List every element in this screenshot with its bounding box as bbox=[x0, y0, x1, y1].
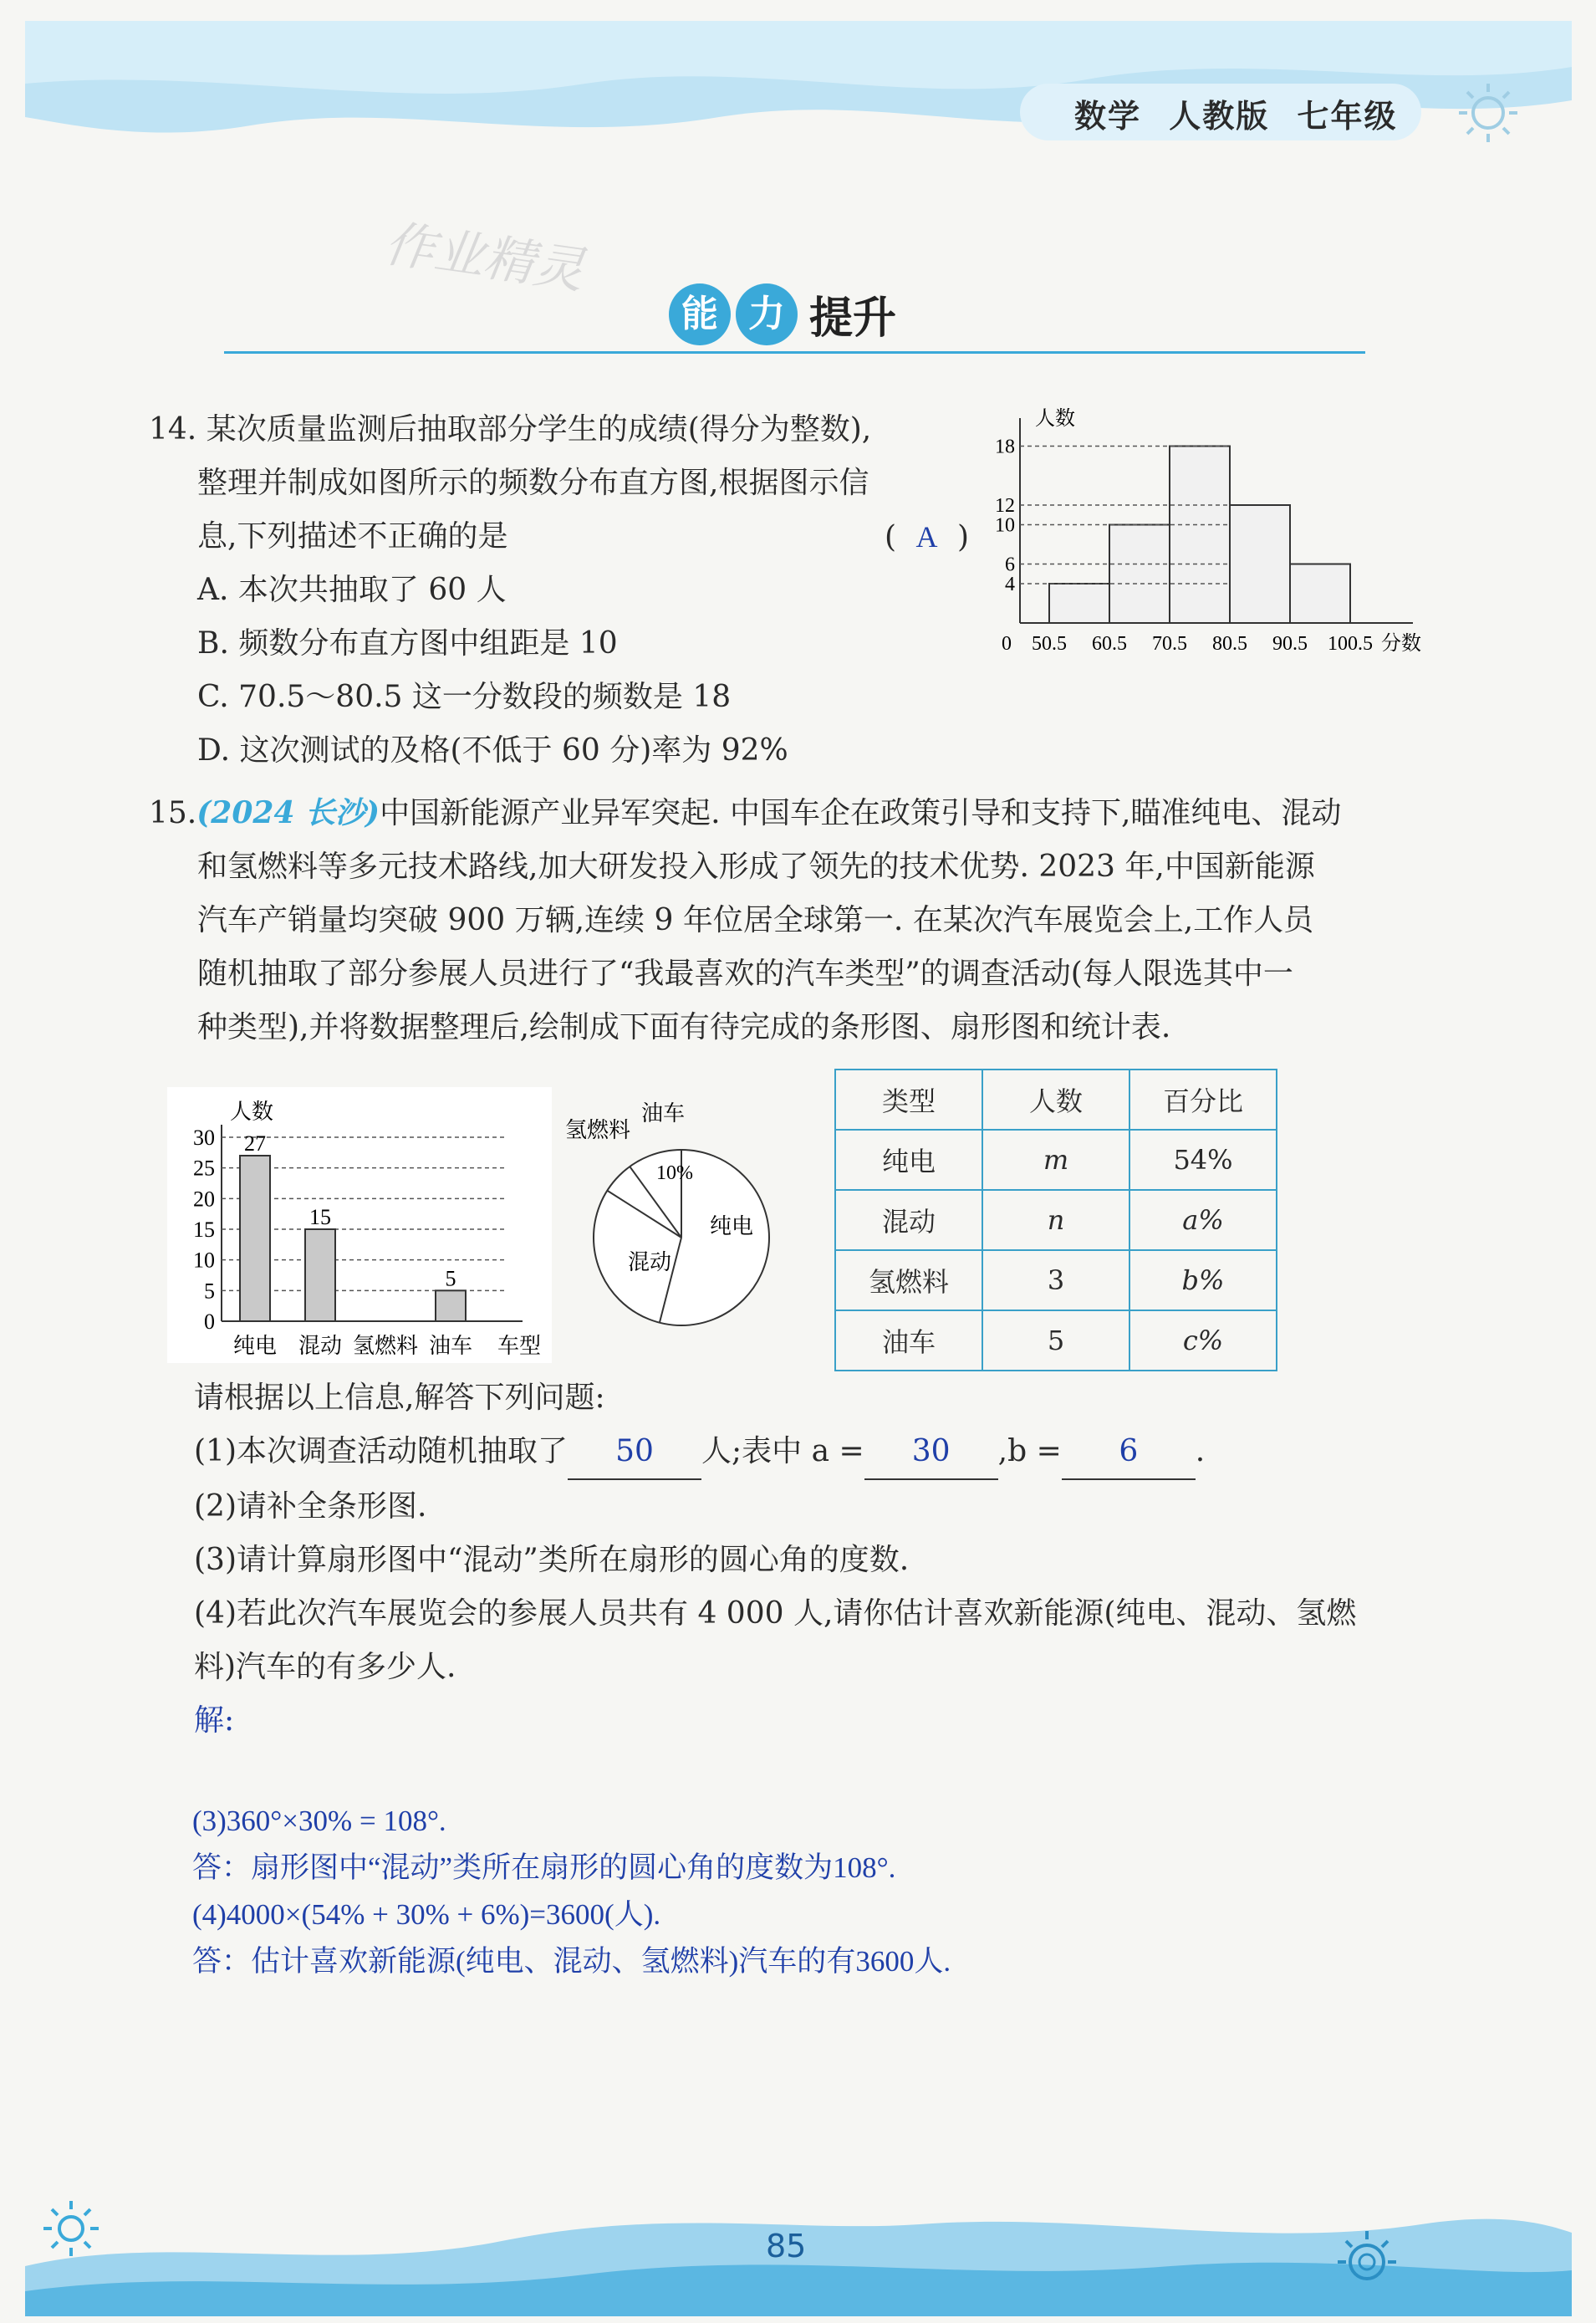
y-tick-label: 12 bbox=[995, 495, 1015, 517]
pie-annotation: 10% bbox=[656, 1162, 693, 1184]
table-cell: 3 bbox=[982, 1250, 1129, 1310]
table-row bbox=[835, 1250, 1277, 1310]
solution bbox=[192, 1798, 951, 1985]
q14-answer: A bbox=[915, 520, 938, 554]
q14-line1: 某次质量监测后抽取部分学生的成绩(得分为整数), bbox=[206, 412, 872, 447]
solution-line: 答：估计喜欢新能源(纯电、混动、氢燃料)汽车的有3600人. bbox=[192, 1945, 951, 1978]
vehicle-bar-chart bbox=[167, 1087, 552, 1363]
q14-option-c: C. 70.5～80.5 这一分数段的频数是 18 bbox=[197, 680, 732, 714]
x-axis-label: 分数 bbox=[1381, 633, 1421, 655]
q14-option-b: B. 频数分布直方图中组距是 10 bbox=[197, 626, 618, 661]
solution-line: (3)360°×30% = 108°. bbox=[192, 1805, 446, 1837]
solution-label: 解: bbox=[194, 1703, 235, 1738]
table-cell: 混动 bbox=[835, 1190, 982, 1250]
vehicle-pie-chart bbox=[543, 1095, 819, 1338]
q15-source: (2024 长沙) bbox=[196, 795, 380, 830]
pie-label: 纯电 bbox=[709, 1214, 754, 1238]
origin-label: 0 bbox=[1002, 633, 1012, 655]
q15-line-2: 和氢燃料等多元技术路线,加大研发投入形成了领先的技术优势. 2023 年,中国新能源 bbox=[197, 850, 1315, 884]
y-tick-label: 4 bbox=[1005, 574, 1015, 595]
table-row bbox=[835, 1190, 1277, 1250]
table-cell: 油车 bbox=[835, 1310, 982, 1371]
q15-line-4: 随机抽取了部分参展人员进行了“我最喜欢的汽车类型”的调查活动(每人限选其中一 bbox=[197, 957, 1293, 991]
x-tick-label: 50.5 bbox=[1032, 633, 1067, 655]
q14-line3: 息,下列描述不正确的是 bbox=[197, 519, 508, 554]
y-axis-label: 人数 bbox=[230, 1100, 274, 1124]
y-tick-label: 15 bbox=[193, 1218, 215, 1242]
table-cell: m bbox=[982, 1130, 1129, 1190]
bar bbox=[305, 1229, 335, 1321]
q14-option-d: D. 这次测试的及格(不低于 60 分)率为 92% bbox=[197, 733, 788, 768]
section-title-circle-1: 能 bbox=[669, 283, 731, 345]
y-tick-label: 20 bbox=[193, 1187, 215, 1212]
y-tick-label: 30 bbox=[193, 1126, 215, 1150]
section-title-text: 提升 bbox=[809, 293, 897, 344]
bar bbox=[240, 1156, 270, 1321]
q15-line-3: 汽车产销量均突破 900 万辆,连续 9 年位居全球第一. 在某次汽车展览会上,工作人员 bbox=[197, 903, 1314, 937]
watermark: 作业精灵 bbox=[380, 214, 589, 301]
stats-header-type: 类型 bbox=[835, 1070, 982, 1130]
table-cell: b% bbox=[1129, 1250, 1277, 1310]
q15-part3: (3)请计算扇形图中“混动”类所在扇形的圆心角的度数. bbox=[194, 1543, 910, 1577]
table-cell: 纯电 bbox=[835, 1130, 982, 1190]
q14-line2: 整理并制成如图所示的频数分布直方图,根据图示信 bbox=[197, 466, 869, 500]
histogram-bar bbox=[1109, 525, 1170, 624]
q14-option-a: A. 本次共抽取了 60 人 bbox=[197, 573, 507, 607]
section-title bbox=[669, 283, 896, 345]
section-rule bbox=[224, 351, 1365, 354]
x-tick-label: 80.5 bbox=[1212, 633, 1247, 655]
y-tick-label: 18 bbox=[995, 436, 1015, 458]
sun-icon bbox=[1446, 75, 1530, 151]
x-tick-label: 90.5 bbox=[1272, 633, 1308, 655]
header-subject: 数学 bbox=[1074, 97, 1142, 135]
stats-table-header bbox=[835, 1070, 1277, 1130]
data-label: 5 bbox=[445, 1266, 456, 1291]
q15-number: 15. bbox=[149, 796, 197, 830]
table-cell: c% bbox=[1129, 1310, 1277, 1371]
x-tick-label: 油车 bbox=[428, 1334, 473, 1358]
x-tick-label: 100.5 bbox=[1328, 633, 1373, 655]
q15-part1-text-b: 人;表中 a = bbox=[701, 1434, 864, 1468]
x-tick-label: 70.5 bbox=[1152, 633, 1187, 655]
q15-part1-text-c: ,b = bbox=[997, 1434, 1062, 1468]
histogram-bar bbox=[1049, 584, 1109, 623]
q15-part4-line2: 料)汽车的有多少人. bbox=[194, 1650, 456, 1684]
q15-line-1: 中国新能源产业异军突起. 中国车企在政策引导和支持下,瞄准纯电、混动 bbox=[380, 796, 1342, 830]
stats-header-percent: 百分比 bbox=[1129, 1070, 1277, 1130]
table-row bbox=[835, 1310, 1277, 1371]
section-title-circle-2: 力 bbox=[736, 283, 798, 345]
histogram-bar bbox=[1290, 564, 1350, 624]
pie-label: 油车 bbox=[640, 1101, 686, 1126]
sun-icon bbox=[33, 2191, 109, 2266]
y-tick-label: 6 bbox=[1005, 554, 1015, 576]
pie-label: 氢燃料 bbox=[564, 1118, 631, 1142]
y-tick-label: 5 bbox=[204, 1279, 215, 1304]
pie-label: 混动 bbox=[627, 1250, 672, 1274]
q15-questions bbox=[194, 1371, 1465, 1748]
stats-header-count: 人数 bbox=[982, 1070, 1129, 1130]
q14 bbox=[149, 403, 993, 778]
x-tick-label: 混动 bbox=[298, 1334, 343, 1358]
table-cell: n bbox=[982, 1190, 1129, 1250]
x-tick-label: 氢燃料 bbox=[352, 1334, 419, 1358]
stats-table bbox=[834, 1069, 1277, 1371]
header-grade: 七年级 bbox=[1297, 97, 1398, 135]
q14-paren-close: ) bbox=[956, 520, 969, 554]
page-number: 85 bbox=[766, 2228, 807, 2264]
q14-paren-open: ( bbox=[885, 520, 897, 554]
header-title bbox=[1074, 90, 1398, 136]
table-cell: 氢燃料 bbox=[835, 1250, 982, 1310]
table-cell: a% bbox=[1129, 1190, 1277, 1250]
q15-line-5: 种类型),并将数据整理后,绘制成下面有待完成的条形图、扇形图和统计表. bbox=[197, 1010, 1171, 1044]
histogram-bar bbox=[1170, 447, 1230, 624]
q15-part2: (2)请补全条形图. bbox=[194, 1489, 427, 1524]
q15-part1-text-d: . bbox=[1195, 1434, 1206, 1468]
histogram-bar bbox=[1230, 505, 1290, 623]
y-tick-label: 0 bbox=[204, 1310, 215, 1334]
y-tick-label: 25 bbox=[193, 1156, 215, 1181]
table-cell: 5 bbox=[982, 1310, 1129, 1371]
y-tick-label: 10 bbox=[193, 1248, 215, 1273]
x-axis-label: 车型 bbox=[497, 1334, 542, 1358]
table-row bbox=[835, 1130, 1277, 1190]
header-edition: 人教版 bbox=[1169, 97, 1270, 135]
data-label: 15 bbox=[309, 1205, 331, 1229]
q15-part1 bbox=[194, 1425, 1465, 1480]
q15-prompt: 请根据以上信息,解答下列问题: bbox=[194, 1381, 605, 1415]
q15-part1-text-a: (1)本次调查活动随机抽取了 bbox=[194, 1434, 568, 1468]
y-axis-label: 人数 bbox=[1035, 408, 1075, 430]
x-tick-label: 纯电 bbox=[232, 1334, 278, 1358]
answer-blank-2: 30 bbox=[864, 1425, 998, 1480]
x-tick-label: 60.5 bbox=[1092, 633, 1127, 655]
histogram-chart bbox=[987, 401, 1455, 669]
data-label: 27 bbox=[244, 1131, 266, 1156]
bar bbox=[436, 1290, 466, 1321]
solution-line: (4)4000×(54% + 30% + 6%)=3600(人). bbox=[192, 1898, 661, 1931]
spiral-sun-icon bbox=[1321, 2216, 1413, 2300]
answer-blank-3: 6 bbox=[1062, 1425, 1196, 1480]
solution-line: 答：扇形图中“混动”类所在扇形的圆心角的度数为108°. bbox=[192, 1851, 896, 1884]
table-cell: 54% bbox=[1129, 1130, 1277, 1190]
y-tick-label: 10 bbox=[995, 514, 1015, 537]
answer-blank-1: 50 bbox=[568, 1425, 701, 1480]
q14-number: 14. bbox=[149, 412, 197, 447]
q15-part4-line1: (4)若此次汽车展览会的参展人员共有 4 000 人,请你估计喜欢新能源(纯电、混动、氢燃 bbox=[194, 1596, 1357, 1631]
q15 bbox=[149, 786, 1453, 1054]
